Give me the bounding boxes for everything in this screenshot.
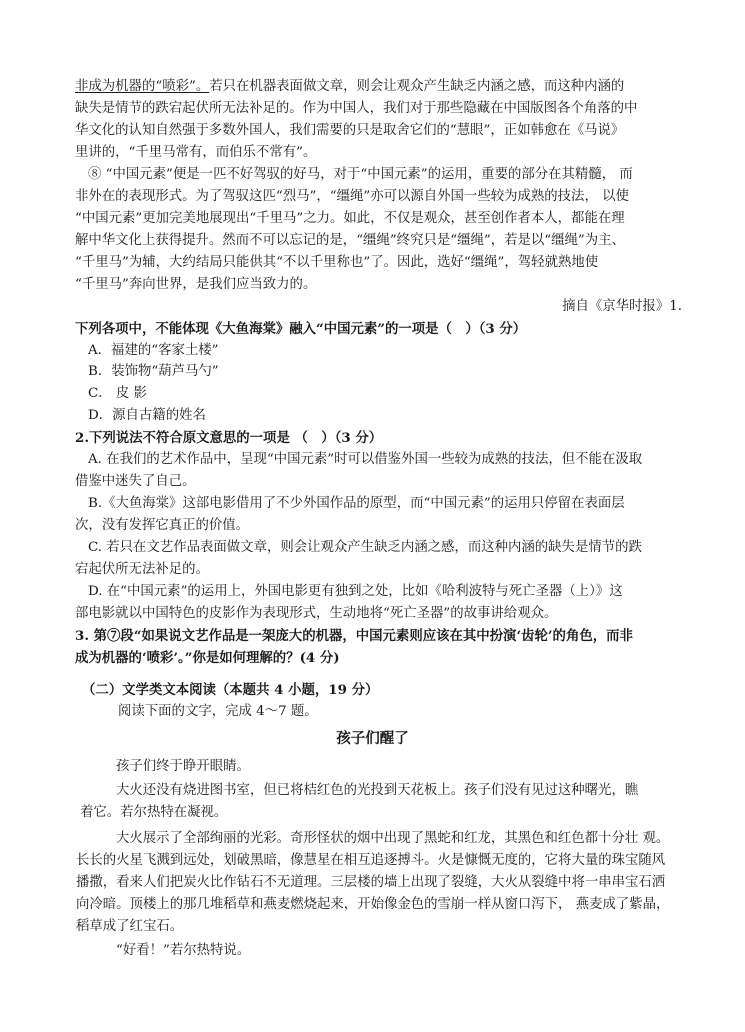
article-source: 摘自《京华时报》1. (562, 299, 682, 314)
question-3-stem-cont: 成为机器的‘喷彩’。”你是如何理解的？(4 分) (75, 650, 340, 666)
article-line: 缺失是情节的跌宕起伏所无法补足的。作为中国人，我们对于那些隐藏在中国版图各个角落的中 (75, 101, 638, 116)
question-1-stem: 下列各项中，不能体现《大鱼海棠》融入“中国元素”的一项是（ ）（3 分） (75, 321, 527, 337)
section-heading: （二）文学类文本阅读（本题共 4 小题，19 分） (82, 682, 379, 698)
question-2-option-c-cont: 宕起伏所无法补足的。 (75, 562, 209, 577)
article-line (75, 77, 670, 97)
question-2-option-d: D. 在“中国元素”的运用上，外国电影更有独到之处，比如《哈利波特与死亡圣器（上）》这 (88, 584, 623, 599)
story-line: 孩子们终于睁开眼睛。 (116, 759, 250, 774)
question-2-option-a-cont: 借鉴中迷失了自己。 (75, 474, 196, 489)
article-line: 非外在的表现形式。为了驾驭这匹“烈马”，“缰绳”亦可以源自外国一些较为成熟的技法， 以使 (75, 189, 629, 204)
story-line: 着它。若尔热特在凝视。 (80, 805, 228, 820)
story-line: 长长的火星飞溅到远处，划破黑暗，像慧星在相互追逐搏斗。火是慷慨无度的，它将大量的珠宝随风 (76, 853, 666, 868)
story-line: 大火还没有烧进图书室，但已将桔红色的光投到天花板上。孩子们没有见过这种曙光，瞧 (116, 783, 639, 798)
section-instruction: 阅读下面的文字，完成 4～7 题。 (118, 704, 318, 719)
question-2-option-d-cont: 部电影就以中国特色的皮影作为表现形式，生动地将“死亡圣器”的故事讲给观众。 (75, 606, 558, 621)
article-line: “千里马”奔向世界，是我们应当致力的。 (75, 277, 317, 292)
question-2-stem: 2.下列说法不符合原文意思的一项是 （ ）（3 分） (75, 430, 383, 446)
article-line: 解中华文化上获得提升。然而不可以忘记的是，“缰绳”终究只是“缰绳”，若是以“缰绳”为主、 (75, 233, 625, 248)
story-line: 大火展示了全部绚丽的光彩。奇形怪状的烟中出现了黑蛇和红龙，其黑色和红色都十分壮 观。 (116, 831, 670, 846)
question-1-option-b: B．装饰物“葫芦马勺” (88, 364, 219, 379)
text-run: 若只在机器表面做文章，则会让观众产生缺乏内涵之感，而这种内涵的 (209, 79, 625, 94)
story-line: 播撒，看来人们把炭火比作钻石不无道理。三层楼的墙上出现了裂缝，大火从裂缝中将一串串宝石洒 (76, 875, 666, 890)
question-2-option-b: B.《大鱼海棠》这部电影借用了不少外国作品的原型，而“中国元素”的运用只停留在表面层 (88, 496, 625, 511)
article-line: 华文化的认知自然强于多数外国人，我们需要的只是取舍它们的“慧眼”，正如韩愈在《马说》 (75, 123, 625, 138)
article-line: “中国元素”更加完美地展现出“千里马”之力。如此，不仅是观众，甚至创作者本人，都能在理 (75, 211, 625, 226)
question-1-option-a: A．福建的“客家土楼” (88, 343, 219, 358)
question-1-option-c: C． 皮 影 (88, 386, 147, 401)
question-1-option-d: D．源自古籍的姓名 (88, 408, 206, 423)
story-line: 向冷暗。顶楼上的那几堆稻草和燕麦燃烧起来，开始像金色的雪崩一样从窗口泻下， 燕麦成了紫晶， (76, 897, 670, 912)
article-line: ⑧ “中国元素”便是一匹不好驾驭的好马，对于“中国元素”的运用，重要的部分在其精髓， 而 (88, 167, 633, 182)
story-line: 稻草成了红宝石。 (76, 919, 184, 934)
question-2-option-b-cont: 次，没有发挥它真正的价值。 (75, 518, 250, 533)
question-2-option-a: A. 在我们的艺术作品中，呈现“中国元素”时可以借鉴外国一些较为成熟的技法，但不能在汲取 (88, 452, 643, 467)
underlined-phrase: 非成为机器的“喷彩”。 (75, 79, 210, 94)
article-line: 里讲的，“千里马常有，而伯乐不常有”。 (75, 145, 317, 160)
question-3-stem: 3. 第⑦段“如果说文艺作品是一架庞大的机器，中国元素则应该在其中扮演‘齿轮’的角色，而非 (75, 628, 633, 644)
story-line: “好看！”若尔热特说。 (116, 943, 251, 958)
story-title: 孩子们醒了 (336, 730, 409, 747)
article-line: “千里马”为辅，大约结局只能供其“不以千里称也”了。因此，选好“缰绳”，驾轻就熟地使 (75, 255, 599, 270)
question-2-option-c: C. 若只在文艺作品表面做文章，则会让观众产生缺乏内涵之感，而这种内涵的缺失是情节的跌 (88, 540, 642, 555)
